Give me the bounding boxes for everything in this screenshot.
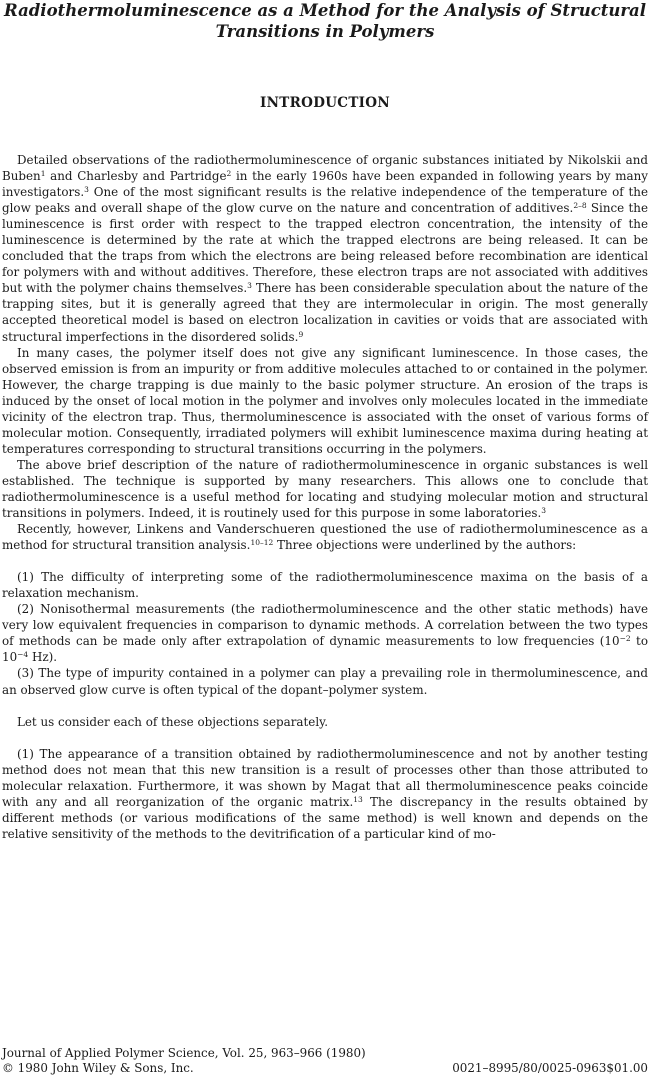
body-paragraph [2, 714, 648, 730]
paragraph-text: The discrepancy in the results obtained by different methods (or various modifications of the same method) is well known and depends on the relative sensitivity of the methods to the devitrification of a particular kind of mo- [2, 794, 648, 841]
reference-superscript: 9 [298, 329, 304, 339]
reference-superscript: 2–8 [573, 201, 587, 211]
body-paragraph [2, 746, 648, 842]
paragraph-text: Since the luminescence is first order with respect to the trapped electron concentration, the intensity of the luminescence is determined by the rate at which the trapped electrons are being released. It can be concluded that the traps from which the electrons are being released before recombination are identical for polymers with and without additives. Therefore, these electron traps are not associated with additives but with the polymer chains themselves. [2, 201, 648, 296]
paragraph-spacer [2, 553, 648, 569]
article-code: 0021–8995/80/0025-0963$01.00 [452, 1061, 648, 1075]
article-body [2, 152, 648, 842]
body-paragraph [2, 345, 648, 457]
reference-superscript: 3 [247, 281, 252, 291]
paragraph-text: One of the most significant results is the relative independence of the temperature of the glow peaks and overall shape of the glow curve on the nature and concentration of additives. [2, 185, 648, 216]
body-paragraph [2, 665, 648, 697]
title-line-2: Transitions in Polymers [215, 22, 435, 41]
reference-superscript: 13 [353, 794, 363, 804]
body-paragraph [2, 521, 648, 553]
paragraph-text: In many cases, the polymer itself does not give any significant luminescence. In those cases, the observed emission is from an impurity or from additive molecules attached to or contained in the polymer. However, the charge trapping is due mainly to the basic polymer structure. An erosion of the traps is induced by the onset of local motion in the polymer and involves only molecules located in the immediate vicinity of the electron trap. Thus, thermoluminescence is associated with the onset of various forms of molecular motion. Consequently, irradiated polymers will exhibit luminescence maxima during heating at temperatures corresponding to structural transitions occurring in the polymers. [2, 345, 648, 456]
article-title [0, 0, 650, 42]
body-paragraph [2, 152, 648, 345]
body-paragraph [2, 457, 648, 521]
journal-citation: Journal of Applied Polymer Science, Vol. 25, 963–966 (1980) [2, 1046, 366, 1060]
paragraph-text: Recently, however, Linkens and Vanderschueren questioned the use of radiothermoluminescence as a method for structural transition analysis. [2, 522, 648, 553]
reference-superscript: 3 [541, 506, 547, 516]
reference-superscript: 1 [40, 169, 46, 179]
paragraph-text: (1) The difficulty of interpreting some of the radiothermoluminescence maxima on the basis of a relaxation mechanism. [2, 570, 648, 601]
paragraph-text: (1) The appearance of a transition obtained by radiothermoluminescence and not by another testing method does not mean that this new transition is a result of processes other than those attributed to molecular relaxation. Furthermore, it was shown by Magat that all thermoluminescence peaks coincide with any and all reorganization of the organic matrix. [2, 746, 648, 809]
body-paragraph [2, 601, 648, 665]
paragraph-text: in the early 1960s have been expanded in following years by many investigators. [2, 169, 648, 200]
page-footer [2, 1046, 648, 1076]
copyright-notice: © 1980 John Wiley & Sons, Inc. [2, 1061, 194, 1075]
reference-superscript: 2 [226, 169, 232, 179]
paragraph-text: There has been considerable speculation about the nature of the trapping sites, but it is generally agreed that they are intermolecular in origin. The most generally accepted theoretical model is based on electron localization in cavities or voids that are associated with structural imperfections in the disordered solids. [2, 281, 649, 344]
paragraph-text: Hz). [28, 650, 58, 665]
paragraph-text: and Charlesby and Partridge [45, 169, 227, 184]
paragraph-text: to 10 [2, 634, 648, 665]
reference-superscript: −4 [17, 650, 29, 660]
paragraph-spacer [2, 730, 648, 746]
paragraph-text: (2) Nonisothermal measurements (the radiothermoluminescence and the other static methods) have very low equivalent frequencies in comparison to dynamic methods. A correlation between the two types of methods can be made only after extrapolation of dynamic measurements to low frequencies (10 [2, 602, 648, 649]
reference-superscript: 10–12 [250, 538, 274, 548]
title-line-1: Radiothermoluminescence as a Method for the Analysis of Structural [3, 1, 647, 20]
paragraph-text: Let us consider each of these objections separately. [17, 714, 329, 729]
reference-superscript: −2 [619, 634, 631, 644]
section-heading: INTRODUCTION [260, 95, 390, 111]
paragraph-text: (3) The type of impurity contained in a polymer can play a prevailing role in thermoluminescence, and an observed glow curve is often typical of the dopant–polymer system. [2, 666, 648, 697]
paragraph-spacer [2, 698, 648, 714]
body-paragraph [2, 569, 648, 601]
paragraph-text: The above brief description of the nature of radiothermoluminescence in organic substances is well established. The technique is supported by many researchers. This allows one to conclude that radiothermoluminescence is a useful method for locating and studying molecular motion and structural transitions in polymers. Indeed, it is routinely used for this purpose in some laboratories. [2, 457, 648, 521]
paragraph-text: Three objections were underlined by the authors: [273, 538, 577, 553]
reference-superscript: 3 [84, 185, 89, 195]
paragraph-text: Detailed observations of the radiothermoluminescence of organic substances initiated by Nikolskii and Buben [2, 153, 648, 184]
